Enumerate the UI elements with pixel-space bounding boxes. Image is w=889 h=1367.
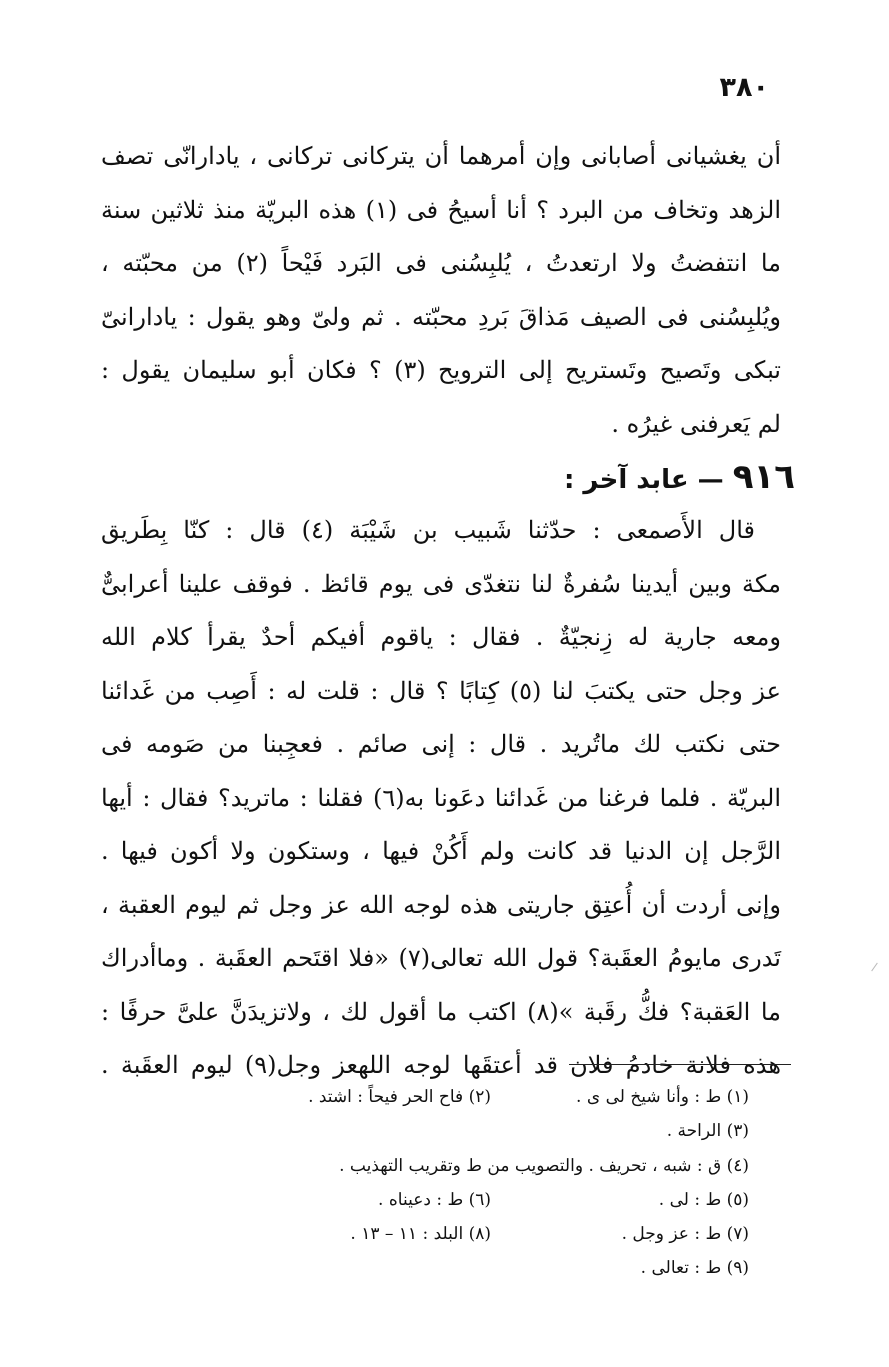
section-number: ٩١٦ (732, 457, 795, 497)
footnote-row (129, 1149, 749, 1183)
text-line: الرَّجل إن الدنيا قد كانت ولم أَكُنْ فيها ، وستكون ولا أكون فيها . (101, 837, 781, 865)
footnote-row (129, 1080, 749, 1114)
footnote-row (129, 1114, 749, 1148)
text-line: ومعه جارية له زِنجيّةٌ . فقال : ياقوم أفيكم أحدٌ يقرأ كلام الله (101, 623, 781, 651)
footnote: (١) ط : وأنا شيخ لى ى . (576, 1087, 749, 1107)
section-title: — عابد آخر : (563, 465, 724, 495)
text-line: حتى نكتب لك ماتُريد . قال : إنى صائم . فعجِبنا من صَومه فى (101, 730, 781, 758)
text-line: قال الأَصمعى : حدّثنا شَبيب بن شَيْبَة (٤) قال : كنّا بِطَريق (101, 516, 755, 544)
main-text (101, 130, 795, 1093)
footnote: (٩) ط : تعالى . (640, 1258, 749, 1279)
footnote: (٢) فاح الحر فيحاً : اشتد . (308, 1087, 491, 1107)
text-line: أن يغشيانى أصابانى وإن أمرهما أن يتركانى تركانى ، يادارانّى تصف (101, 142, 782, 170)
section-heading (101, 451, 795, 504)
text-line: وإنى أردت أن أُعتِق جاريتى هذه لوجه الله عز وجل ثم ليوم العقبة ، (101, 890, 781, 919)
text-line: تبكى وتَصيح وتَستريح إلى الترويح (٣) ؟ فكان أبو سليمان يقول : (101, 356, 781, 384)
text-line: ما العَقبة؟ فكُّ رقَبة »(٨) اكتب ما أقول لك ، ولاتزيدَنَّ علىَّ حرفًا : (101, 997, 781, 1026)
text-line: مكة وبين أيدينا سُفرةٌ لنا نتغدّى فى يوم قائظ . فوقف علينا أعرابىٌّ (101, 569, 781, 598)
text-line: تَدرى مايومُ العقَبة؟ قول الله تعالى(٧) «فلا اقتَحم العقَبة . وماأدراك (101, 944, 781, 972)
footnote: (٦) ط : دعيناه . (378, 1189, 491, 1210)
text-line: الزهد وتخاف من البرد ؟ أنا أسيحُ فى (١) هذه البريّة منذ ثلاثين سنة (101, 195, 781, 224)
text-line: لم يَعرفنى غيرُه . (611, 409, 781, 438)
footnote-row (129, 1183, 749, 1217)
footnote: (٣) الراحة . (666, 1121, 749, 1142)
page-number: ٣٨٠ (719, 72, 769, 103)
footnote-row (129, 1217, 749, 1251)
footnote: (٧) ط : عز وجل . (621, 1224, 749, 1245)
margin-mark (871, 963, 878, 972)
footnote: (٥) ط : لى . (658, 1189, 749, 1210)
footnotes (129, 1080, 749, 1286)
text-line: هذه فلانة خادمُ فلان قد أعتقَها لوجه اللهعز وجل(٩) ليوم العقَبة . (101, 1051, 781, 1079)
footnote-separator (569, 1064, 791, 1065)
footnote: (٨) البلد : ١١ – ١٣ . (350, 1224, 491, 1245)
text-line: ما انتفضتُ ولا ارتعدتُ ، يُلبِسُنى فى البَرد فَيْحاً (٢) من محبّته ، (101, 249, 781, 277)
footnote-row (129, 1251, 749, 1285)
text-line: ويُلبِسُنى فى الصيف مَذاقَ بَردِ محبّته . ثم ولىّ وهو يقول : يادارانىّ (101, 302, 781, 331)
text-line: عز وجل حتى يكتبَ لنا (٥) كِتابًا ؟ قال : قلت له : أَصِب من غَدائنا (101, 676, 781, 705)
footnote: (٤) ق : شبه ، تحريف . والتصويب من ط وتقريب التهذيب . (339, 1155, 749, 1176)
text-line: البريّة . فلما فرغنا من غَدائنا دعَونا به(٦) فقلنا : ماتريد؟ فقال : أيها (101, 783, 781, 812)
